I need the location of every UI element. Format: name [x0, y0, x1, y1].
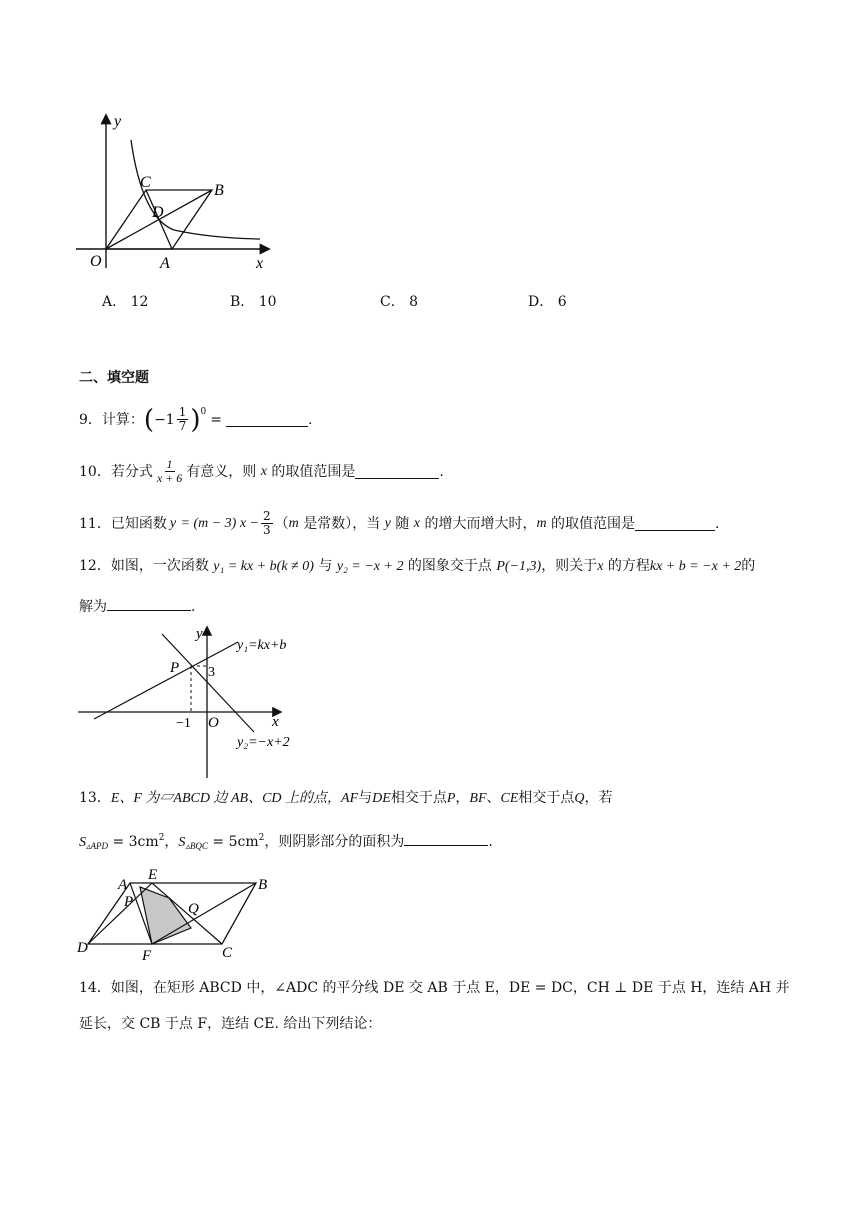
question-12-line1 — [79, 556, 755, 577]
q10-var: x — [260, 463, 267, 479]
q12-func1: y₁ = kx + b(k ≠ 0) — [213, 559, 314, 574]
label-B: B — [214, 182, 224, 199]
label-A: A — [118, 877, 128, 893]
q11-y: y — [384, 515, 391, 531]
q12-x: x — [597, 559, 604, 574]
choice-letter: D． — [528, 294, 554, 310]
q12-figure — [74, 622, 314, 784]
label-y1: y₁=kx+b — [237, 638, 287, 653]
q13-line1: E、F 为▱ABCD 边 AB、CD 上的点， — [110, 791, 342, 806]
q12-func2: y₂ = −x + 2 — [336, 559, 404, 574]
label-C: C — [222, 945, 233, 961]
q13-t1: 相交于点 — [390, 790, 447, 806]
q11-t3: 的取值范围是 — [551, 515, 636, 532]
q13-s1: S — [79, 835, 86, 850]
q13-s2-sub: ▵BQC — [185, 841, 208, 851]
q13-de: DE — [372, 791, 391, 806]
label-P: P — [170, 660, 180, 676]
q11-number: 11． — [79, 515, 111, 532]
q12-end: . — [191, 599, 196, 615]
q13-t2: 相交于点 — [518, 790, 575, 806]
label-E: E — [148, 867, 158, 883]
q9-number: 9． — [79, 411, 102, 428]
label-D: D — [77, 940, 88, 956]
q9-paren-right: ) — [190, 404, 201, 435]
q13-s1-sub: ▵APD — [86, 841, 109, 851]
q10-mid: 有意义，则 — [186, 463, 257, 480]
q13-s2-val: = 5cm — [212, 834, 259, 850]
q12-line2: 解为 — [79, 599, 107, 615]
question-9 — [79, 406, 312, 433]
q13-answer-blank[interactable] — [404, 831, 488, 846]
q10-number: 10． — [79, 463, 111, 480]
q9-prefix: 计算： — [101, 411, 144, 428]
q8-choice-b[interactable] — [230, 292, 277, 312]
q12-equation: kx + b = −x + 2 — [649, 559, 742, 574]
q13-sq1: 2 — [158, 833, 165, 843]
question-13-line1 — [79, 788, 613, 809]
line-y1 — [94, 642, 238, 719]
q13-p: P — [446, 791, 456, 806]
label-x: x — [256, 255, 264, 272]
label-F: F — [142, 948, 152, 963]
q13-s1-val: = 3cm — [112, 834, 159, 850]
q8-figure — [70, 108, 280, 273]
q12-text-c: 的图象交于点 — [407, 558, 492, 574]
choice-letter: B． — [230, 294, 255, 310]
question-13-line2: $S_{▵APD} = 3cm^2$，$S_{▵BQC} = 5cm^2$，则阴影部分的面积为 . — [79, 833, 493, 851]
label-C: C — [140, 174, 151, 191]
q11-m1: m — [288, 515, 299, 531]
q12-point: P(−1,3) — [496, 559, 542, 574]
q13-t4: ，则阴影部分的面积为 — [264, 834, 405, 850]
label-Q: Q — [188, 901, 199, 917]
q14-number: 14． — [79, 980, 111, 996]
q13-ce: CE — [500, 791, 519, 806]
q13-af: AF — [341, 791, 359, 806]
q13-dot: 、 — [486, 790, 501, 806]
q11-t1: 随 — [395, 515, 410, 532]
q13-sq2: 2 — [258, 833, 265, 843]
choice-value: 6 — [557, 294, 567, 310]
q10-end: . — [439, 463, 444, 480]
label-D: D — [152, 204, 164, 221]
question-14-line1 — [79, 978, 790, 998]
section-heading: 二、填空题 — [79, 370, 149, 386]
q13-bf: BF — [469, 791, 487, 806]
q9-answer-blank[interactable] — [226, 412, 308, 427]
question-11 — [79, 510, 720, 537]
q10-answer-blank[interactable] — [355, 464, 439, 479]
choice-letter: A． — [102, 294, 127, 310]
q8-choice-c[interactable] — [380, 292, 418, 312]
choice-value: 12 — [130, 294, 149, 310]
q11-paren: （ — [274, 515, 289, 532]
label-P: P — [124, 894, 134, 910]
choice-value: 8 — [409, 294, 419, 310]
q12-number: 12． — [79, 558, 111, 574]
q9-end: . — [307, 411, 313, 428]
q11-prefix: 已知函数 — [110, 515, 167, 532]
question-14-line2 — [79, 1014, 381, 1034]
q11-t2: 的增大而增大时， — [424, 515, 537, 532]
q11-paren-text: 是常数），当 — [303, 515, 381, 532]
q9-equals: = — [210, 411, 222, 428]
q8-choice-a[interactable] — [102, 292, 148, 312]
q11-m2: m — [536, 515, 547, 531]
q12-text-a: 如图，一次函数 — [110, 558, 209, 574]
label-B: B — [258, 877, 268, 893]
q11-end: . — [715, 515, 720, 532]
q13-s2: S — [178, 835, 186, 850]
q13-comma: ， — [455, 790, 470, 806]
label-y: y — [114, 113, 122, 130]
q12-text-f: 的 — [741, 558, 756, 574]
q11-func-body: = (m − 3) x − — [180, 515, 259, 531]
q11-x: x — [413, 515, 421, 531]
q9-fraction: $\frac{1}{7}$ — [178, 405, 187, 433]
q13-figure — [74, 865, 284, 963]
choice-value: 10 — [258, 294, 277, 310]
q11-answer-blank[interactable] — [635, 516, 715, 531]
label-3: 3 — [208, 665, 215, 680]
q12-text-e: 的方程 — [607, 558, 650, 574]
q14-line2: 延长，交 CB 于点 F，连结 CE. 给出下列结论： — [79, 1016, 382, 1032]
q13-end: . — [488, 834, 493, 850]
q10-prefix: 若分式 — [110, 463, 153, 480]
q9-exponent: 0 — [200, 407, 207, 417]
q8-choice-d[interactable] — [528, 292, 567, 312]
q13-t3: ，若 — [584, 790, 613, 806]
question-12-line2 — [79, 596, 195, 617]
q13-number: 13． — [79, 790, 111, 806]
q11-fraction: $\frac{2}{3}$ — [263, 509, 271, 537]
label-O: O — [90, 253, 102, 270]
question-10 — [79, 458, 444, 485]
label-neg1: −1 — [176, 716, 191, 731]
q12-text-d: ，则关于 — [541, 558, 598, 574]
q11-func-y: y — [169, 515, 177, 531]
q10-fraction: $\frac{1}{x + 6}$ — [156, 457, 183, 485]
q9-mixed-whole: −1 — [154, 411, 175, 428]
q12-text-b: 与 — [318, 558, 333, 574]
q14-line1: 如图，在矩形 ABCD 中，∠ADC 的平分线 DE 交 AB 于点 E，DE = DC，CH ⊥ DE 于点 H，连结 AH 并 — [110, 980, 790, 996]
q13-yu: 与 — [358, 790, 373, 806]
choice-letter: C． — [380, 294, 405, 310]
q12-answer-blank[interactable] — [107, 596, 191, 611]
label-x: x — [272, 714, 279, 730]
q10-tail: 的取值范围是 — [271, 463, 356, 480]
q9-paren-left: ( — [143, 404, 155, 435]
label-O: O — [208, 715, 219, 731]
label-y: y — [196, 626, 203, 642]
q13-q: Q — [574, 791, 585, 806]
label-A: A — [160, 255, 170, 272]
label-y2: y₂=−x+2 — [237, 735, 290, 750]
